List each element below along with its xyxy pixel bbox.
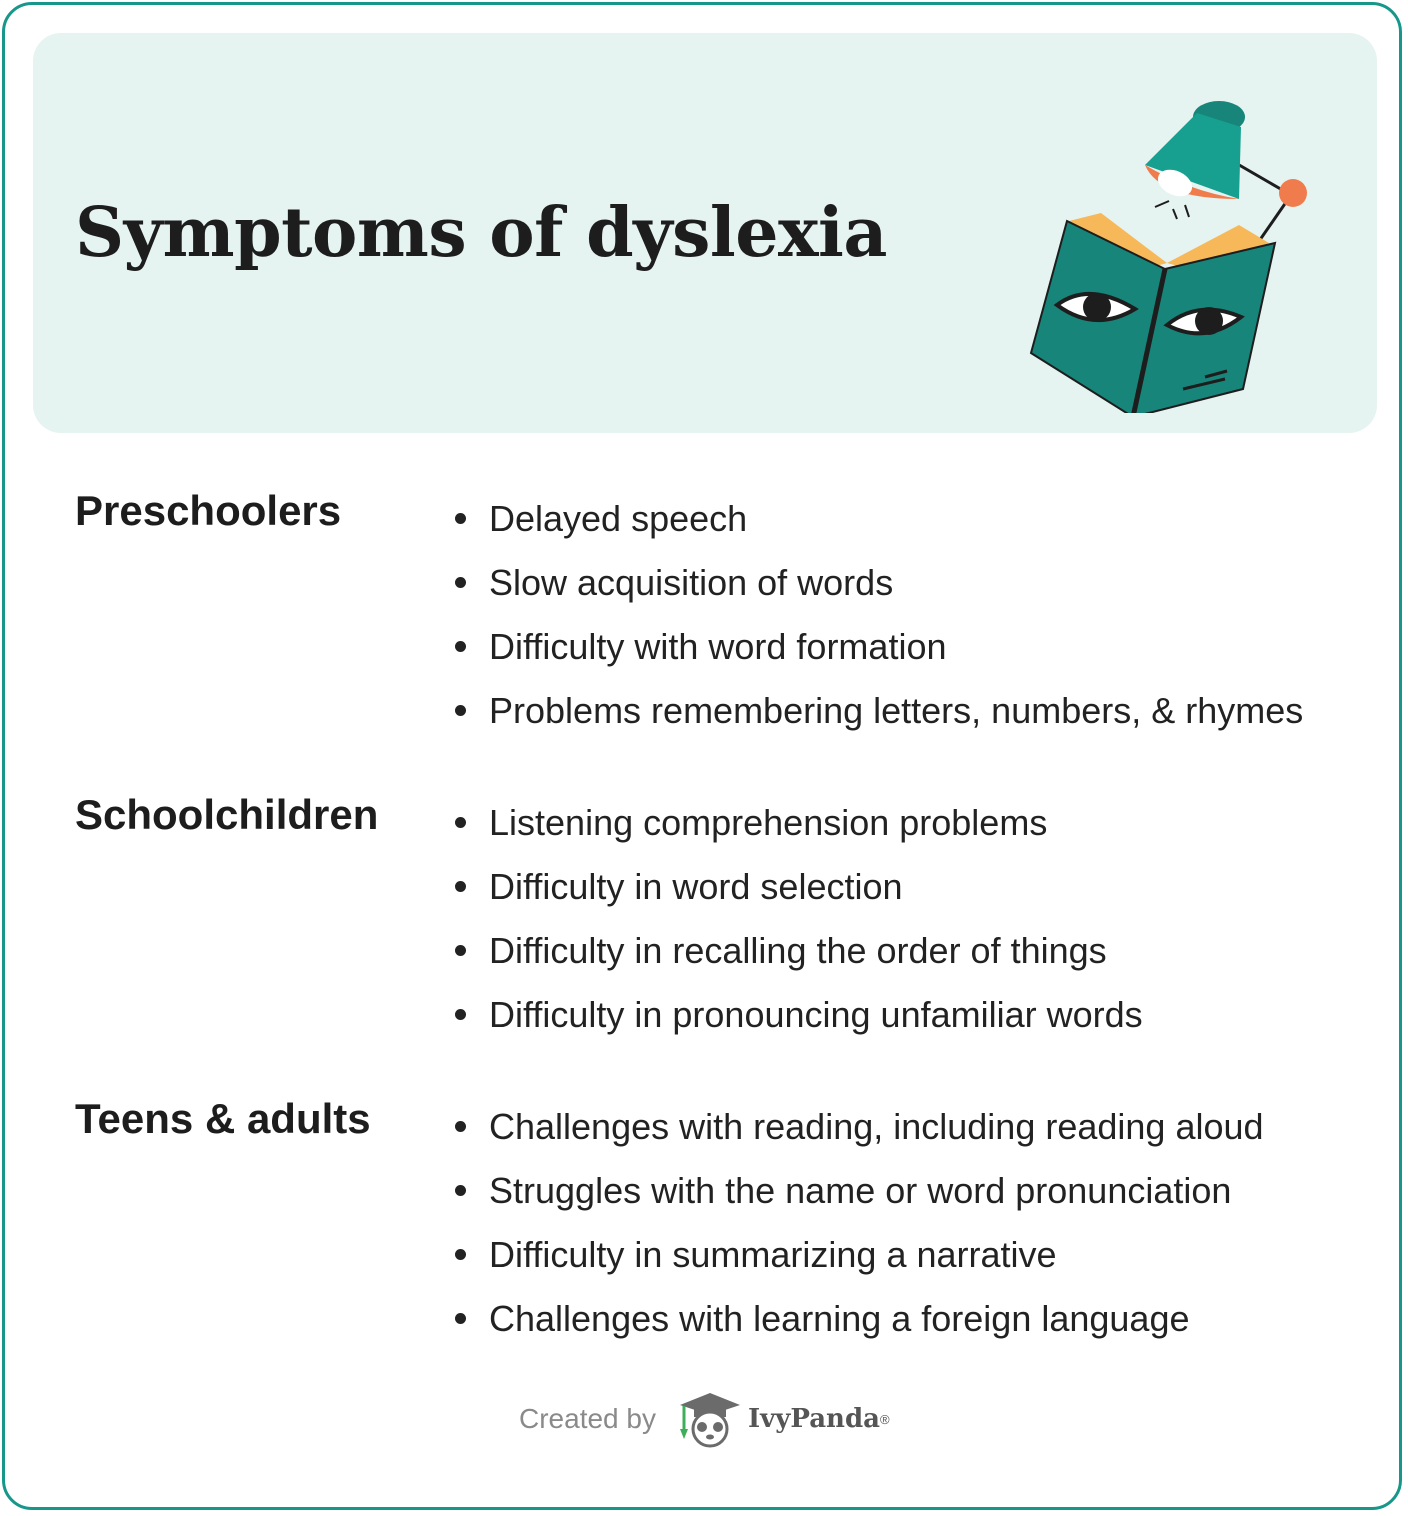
bullet-icon	[455, 1009, 466, 1020]
list-item: Problems remembering letters, numbers, & rhymes	[453, 679, 1303, 743]
infographic-card	[2, 2, 1402, 1510]
bullet-icon	[455, 945, 466, 956]
footer-credit	[519, 1389, 890, 1449]
category-heading: Preschoolers	[75, 487, 342, 534]
bullet-icon	[455, 1249, 466, 1260]
symptom-list	[453, 1095, 1264, 1351]
bullet-icon	[455, 881, 466, 892]
header-banner	[33, 33, 1377, 433]
symptom-list	[453, 791, 1143, 1047]
list-item: Difficulty with word formation	[453, 615, 1303, 679]
bullet-icon	[455, 1185, 466, 1196]
list-item: Difficulty in summarizing a narrative	[453, 1223, 1264, 1287]
bullet-icon	[455, 1121, 466, 1132]
list-item: Struggles with the name or word pronunciation	[453, 1159, 1264, 1223]
list-item: Difficulty in pronouncing unfamiliar words	[453, 983, 1143, 1047]
list-item: Listening comprehension problems	[453, 791, 1143, 855]
created-by-label: Created by	[519, 1403, 656, 1434]
brand-name: IvyPanda	[747, 1404, 880, 1434]
bullet-icon	[455, 577, 466, 588]
bullet-icon	[455, 641, 466, 652]
bullet-icon	[455, 817, 466, 828]
list-item: Slow acquisition of words	[453, 551, 1303, 615]
page-title: Symptoms of dyslexia	[75, 193, 887, 273]
bullet-icon	[455, 705, 466, 716]
list-item: Difficulty in recalling the order of things	[453, 919, 1143, 983]
book-lamp-illustration	[1029, 73, 1329, 413]
panda-graduate-icon	[670, 1389, 746, 1449]
symptom-list	[453, 487, 1303, 743]
category-heading: Teens & adults	[75, 1095, 371, 1142]
bullet-icon	[455, 513, 466, 524]
list-item: Delayed speech	[453, 487, 1303, 551]
bullet-icon	[455, 1313, 466, 1324]
list-item: Difficulty in word selection	[453, 855, 1143, 919]
list-item: Challenges with reading, including reading aloud	[453, 1095, 1264, 1159]
list-item: Challenges with learning a foreign language	[453, 1287, 1264, 1351]
registered-mark: ®	[879, 1411, 890, 1427]
category-heading: Schoolchildren	[75, 791, 379, 838]
